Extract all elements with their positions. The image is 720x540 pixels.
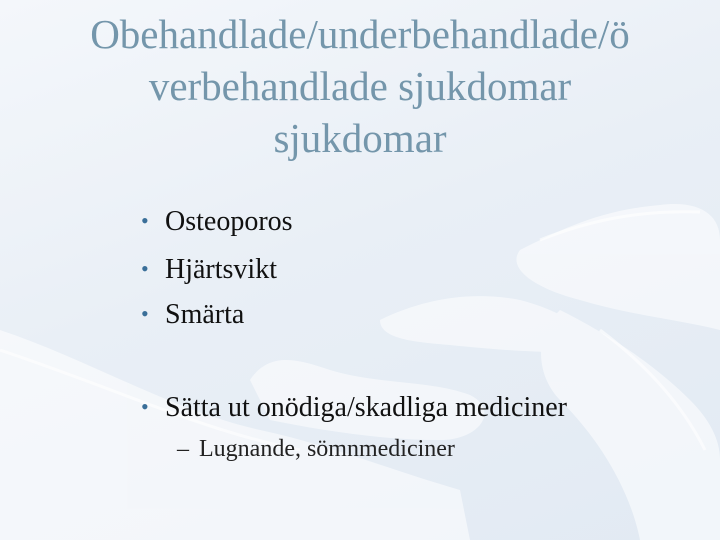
slide-title-line-1: Obehandlade/underbehandlade/ö	[90, 11, 630, 57]
sub-bullet-item-lugnande	[177, 434, 455, 464]
sub-bullet-text: Lugnande, sömnmediciner	[199, 436, 455, 462]
bullet-icon: •	[141, 208, 149, 233]
bullet-item-hjartsvikt	[141, 252, 277, 287]
dash-icon: –	[177, 436, 189, 462]
bullet-item-smarta	[141, 297, 244, 332]
slide-title-line-3: sjukdomar	[273, 115, 447, 161]
slide-title-line-2: verbehandlade sjukdomar	[148, 63, 572, 109]
bullet-icon: •	[141, 301, 149, 326]
bullet-icon: •	[141, 394, 149, 419]
bullet-item-osteoporos	[141, 204, 293, 239]
bullet-text: Smärta	[165, 299, 245, 330]
bullet-text: Osteoporos	[165, 206, 293, 237]
bullet-text: Hjärtsvikt	[165, 254, 277, 285]
bullet-icon: •	[141, 256, 149, 281]
bullet-item-satta-ut	[141, 390, 567, 425]
bullet-text: Sätta ut onödiga/skadliga mediciner	[165, 392, 568, 423]
slide-title	[20, 8, 700, 164]
